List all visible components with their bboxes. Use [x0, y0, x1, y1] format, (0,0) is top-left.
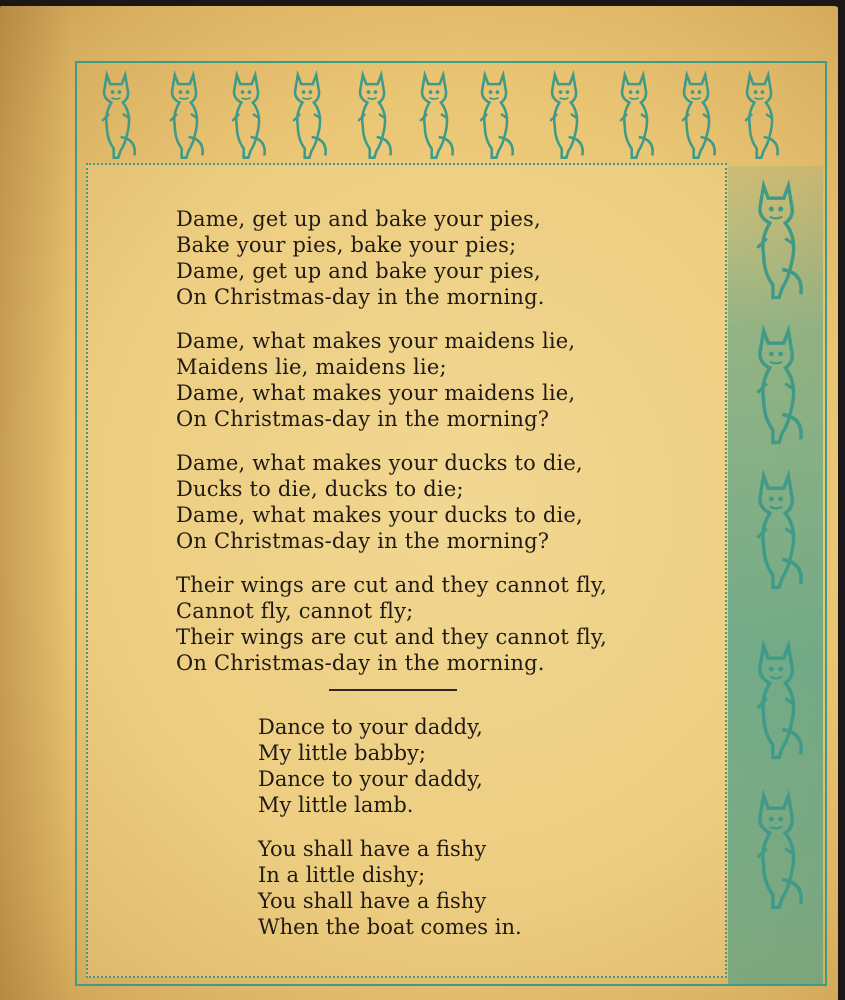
cat-icon	[745, 781, 807, 916]
verse-line: Dame, what makes your ducks to die,	[176, 503, 583, 527]
dancing-cat-icon	[410, 68, 458, 160]
verse-line: Ducks to die, ducks to die;	[176, 477, 464, 501]
book-spine-edge	[838, 0, 845, 1000]
verse-line: On Christmas-day in the morning?	[176, 407, 550, 431]
verse-line: You shall have a fishy	[258, 889, 487, 913]
stanza	[258, 714, 578, 818]
verse-line: When the boat comes in.	[258, 915, 522, 939]
rhyme-dame-get-up	[176, 206, 646, 694]
verse-line: You shall have a fishy	[258, 837, 487, 861]
cat-icon	[745, 171, 807, 306]
dancing-cat-icon	[540, 68, 588, 160]
stanza	[176, 450, 646, 554]
dancing-cat-icon	[283, 68, 331, 160]
verse-line: Dame, get up and bake your pies,	[176, 207, 541, 231]
rhyme-dance-to-your-daddy	[258, 714, 578, 958]
verse-line: Maidens lie, maidens lie;	[176, 355, 447, 379]
dancing-cat-icon	[160, 68, 208, 160]
verse-line: Their wings are cut and they cannot fly,	[176, 625, 607, 649]
verse-line: Bake your pies, bake your pies;	[176, 233, 517, 257]
dancing-cat-icon	[92, 68, 140, 160]
verse-line: Dame, what makes your maidens lie,	[176, 329, 576, 353]
dancing-cat-icon	[735, 68, 783, 160]
verse-line: Dame, get up and bake your pies,	[176, 259, 541, 283]
dancing-cat-icon	[470, 68, 518, 160]
cat-icon	[745, 631, 807, 766]
dancing-cat-icon	[222, 68, 270, 160]
verse-line: Dame, what makes your maidens lie,	[176, 381, 576, 405]
verse-line: Dance to your daddy,	[258, 715, 483, 739]
verse-line: My little babby;	[258, 741, 426, 765]
dancing-cat-icon	[610, 68, 658, 160]
verse-line: In a little dishy;	[258, 863, 426, 887]
dancing-cat-icon	[672, 68, 720, 160]
verse-line: On Christmas-day in the morning?	[176, 529, 550, 553]
verse-line: On Christmas-day in the morning.	[176, 651, 545, 675]
book-page	[0, 6, 840, 1000]
cat-icon	[745, 316, 807, 451]
dancing-cat-icon	[348, 68, 396, 160]
verse-line: Cannot fly, cannot fly;	[176, 599, 414, 623]
verse-line: On Christmas-day in the morning.	[176, 285, 545, 309]
section-divider	[329, 689, 457, 691]
stanza	[176, 328, 646, 432]
verse-line: Dame, what makes your ducks to die,	[176, 451, 583, 475]
verse-line: Dance to your daddy,	[258, 767, 483, 791]
stanza	[176, 206, 646, 310]
verse-line: My little lamb.	[258, 793, 414, 817]
stanza	[176, 572, 646, 676]
verse-line: Their wings are cut and they cannot fly,	[176, 573, 607, 597]
cat-icon	[745, 461, 807, 596]
stanza	[258, 836, 578, 940]
